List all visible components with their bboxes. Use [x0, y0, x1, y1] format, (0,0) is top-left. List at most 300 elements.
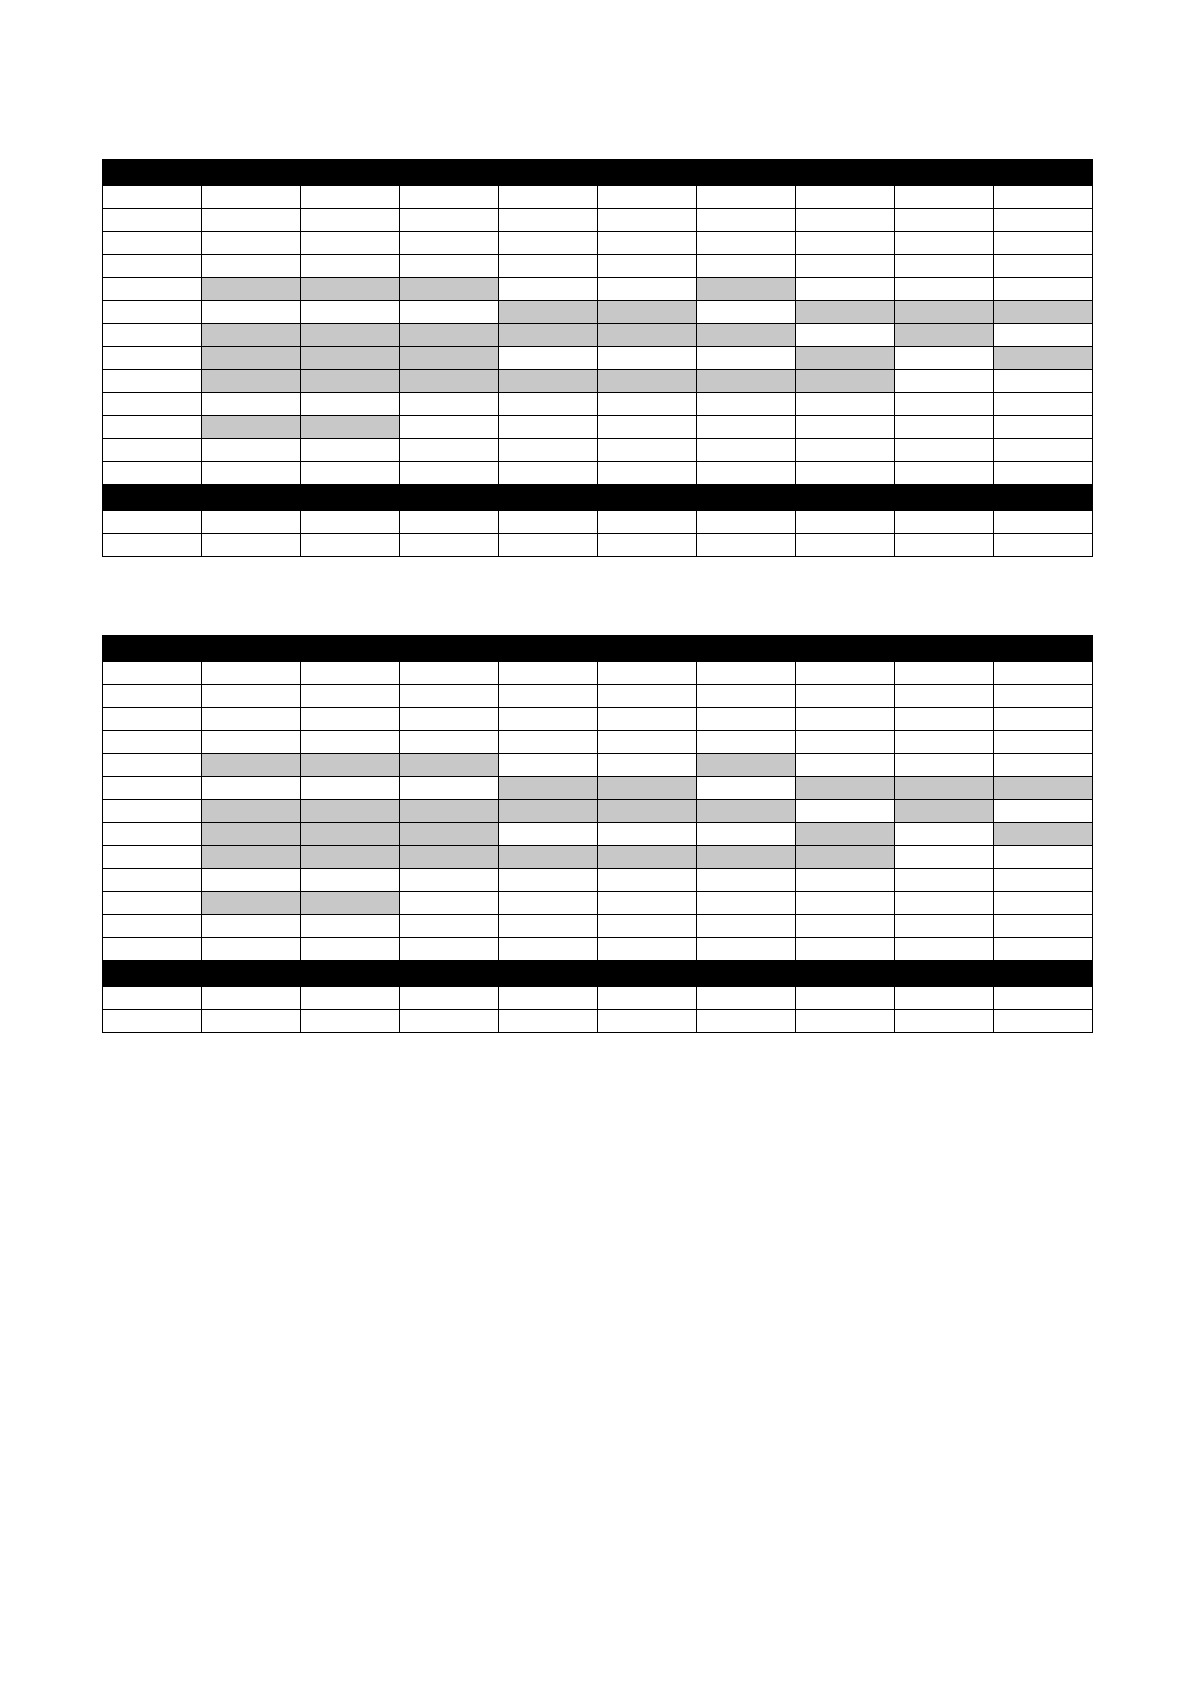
empty-cell — [994, 869, 1093, 892]
empty-cell — [301, 393, 400, 416]
empty-cell — [202, 209, 301, 232]
shaded-cell — [202, 892, 301, 915]
empty-cell — [895, 534, 994, 557]
empty-cell — [301, 708, 400, 731]
empty-cell — [499, 232, 598, 255]
empty-cell — [301, 186, 400, 209]
empty-cell — [697, 708, 796, 731]
empty-cell — [796, 186, 895, 209]
row-label-cell — [103, 938, 202, 961]
empty-cell — [499, 823, 598, 846]
shaded-cell — [598, 370, 697, 393]
shaded-cell — [598, 846, 697, 869]
empty-cell — [697, 777, 796, 800]
shaded-cell — [202, 800, 301, 823]
empty-cell — [301, 869, 400, 892]
row-label-cell — [103, 393, 202, 416]
empty-cell — [895, 232, 994, 255]
empty-cell — [400, 731, 499, 754]
row-label-cell — [103, 915, 202, 938]
row-label-cell — [103, 708, 202, 731]
empty-cell — [202, 232, 301, 255]
shaded-cell — [400, 370, 499, 393]
section-header-band-cell — [103, 961, 1093, 987]
shaded-cell — [400, 324, 499, 347]
shaded-cell — [796, 370, 895, 393]
empty-cell — [499, 347, 598, 370]
empty-cell — [895, 892, 994, 915]
empty-cell — [301, 534, 400, 557]
empty-cell — [202, 186, 301, 209]
shaded-cell — [301, 892, 400, 915]
shaded-cell — [499, 800, 598, 823]
empty-cell — [697, 938, 796, 961]
section-header-band — [103, 160, 1093, 186]
empty-cell — [598, 393, 697, 416]
shaded-cell — [400, 754, 499, 777]
empty-cell — [400, 777, 499, 800]
shaded-cell — [400, 347, 499, 370]
empty-cell — [796, 278, 895, 301]
grid-table-body — [103, 160, 1093, 557]
shaded-cell — [400, 823, 499, 846]
shaded-cell — [796, 347, 895, 370]
empty-cell — [994, 1010, 1093, 1033]
empty-cell — [895, 731, 994, 754]
empty-cell — [796, 255, 895, 278]
empty-cell — [499, 393, 598, 416]
empty-cell — [796, 754, 895, 777]
empty-cell — [697, 209, 796, 232]
row-label-cell — [103, 777, 202, 800]
shaded-cell — [895, 800, 994, 823]
empty-cell — [301, 1010, 400, 1033]
table-row — [103, 823, 1093, 846]
row-label-cell — [103, 255, 202, 278]
empty-cell — [202, 439, 301, 462]
table-row — [103, 209, 1093, 232]
empty-cell — [499, 869, 598, 892]
empty-cell — [796, 416, 895, 439]
empty-cell — [994, 255, 1093, 278]
table-row — [103, 754, 1093, 777]
table-row — [103, 255, 1093, 278]
row-label-cell — [103, 324, 202, 347]
empty-cell — [202, 869, 301, 892]
shaded-cell — [301, 370, 400, 393]
row-label-cell — [103, 347, 202, 370]
empty-cell — [994, 370, 1093, 393]
shaded-cell — [994, 777, 1093, 800]
empty-cell — [598, 987, 697, 1010]
shaded-cell — [598, 301, 697, 324]
empty-cell — [994, 662, 1093, 685]
empty-cell — [499, 708, 598, 731]
row-label-cell — [103, 278, 202, 301]
empty-cell — [895, 462, 994, 485]
shaded-cell — [202, 823, 301, 846]
shaded-cell — [202, 416, 301, 439]
empty-cell — [499, 731, 598, 754]
empty-cell — [994, 938, 1093, 961]
empty-cell — [499, 534, 598, 557]
shaded-cell — [202, 754, 301, 777]
empty-cell — [994, 800, 1093, 823]
section-header-band — [103, 485, 1093, 511]
empty-cell — [895, 987, 994, 1010]
empty-cell — [598, 186, 697, 209]
empty-cell — [400, 534, 499, 557]
empty-cell — [796, 892, 895, 915]
table-row — [103, 439, 1093, 462]
shaded-cell — [400, 846, 499, 869]
empty-cell — [994, 278, 1093, 301]
empty-cell — [301, 662, 400, 685]
table-row — [103, 511, 1093, 534]
grid-table-2 — [102, 635, 1093, 1033]
empty-cell — [994, 416, 1093, 439]
empty-cell — [796, 869, 895, 892]
empty-cell — [697, 869, 796, 892]
empty-cell — [202, 938, 301, 961]
grid-table-body — [103, 636, 1093, 1033]
table-row — [103, 915, 1093, 938]
empty-cell — [499, 685, 598, 708]
empty-cell — [895, 662, 994, 685]
shaded-cell — [202, 370, 301, 393]
empty-cell — [697, 439, 796, 462]
empty-cell — [796, 938, 895, 961]
table-row — [103, 708, 1093, 731]
empty-cell — [796, 439, 895, 462]
table-row — [103, 186, 1093, 209]
empty-cell — [895, 511, 994, 534]
empty-cell — [499, 662, 598, 685]
shaded-cell — [796, 777, 895, 800]
empty-cell — [400, 416, 499, 439]
empty-cell — [598, 278, 697, 301]
shaded-cell — [697, 324, 796, 347]
empty-cell — [400, 209, 499, 232]
row-label-cell — [103, 800, 202, 823]
empty-cell — [697, 462, 796, 485]
shaded-cell — [499, 301, 598, 324]
row-label-cell — [103, 209, 202, 232]
row-label-cell — [103, 370, 202, 393]
empty-cell — [895, 915, 994, 938]
empty-cell — [499, 278, 598, 301]
shaded-cell — [598, 777, 697, 800]
empty-cell — [895, 846, 994, 869]
shaded-cell — [202, 347, 301, 370]
empty-cell — [598, 915, 697, 938]
shaded-cell — [400, 800, 499, 823]
shaded-cell — [301, 754, 400, 777]
row-label-cell — [103, 869, 202, 892]
shaded-cell — [301, 846, 400, 869]
table-row — [103, 416, 1093, 439]
shaded-cell — [499, 324, 598, 347]
empty-cell — [301, 731, 400, 754]
table-row — [103, 301, 1093, 324]
shaded-cell — [301, 416, 400, 439]
shaded-cell — [499, 370, 598, 393]
empty-cell — [895, 823, 994, 846]
table-row — [103, 393, 1093, 416]
shaded-cell — [796, 301, 895, 324]
shaded-cell — [301, 823, 400, 846]
empty-cell — [895, 869, 994, 892]
empty-cell — [697, 823, 796, 846]
empty-cell — [400, 938, 499, 961]
empty-cell — [301, 685, 400, 708]
empty-cell — [301, 209, 400, 232]
empty-cell — [994, 846, 1093, 869]
empty-cell — [994, 731, 1093, 754]
empty-cell — [796, 800, 895, 823]
row-label-cell — [103, 232, 202, 255]
empty-cell — [202, 685, 301, 708]
empty-cell — [895, 370, 994, 393]
empty-cell — [400, 186, 499, 209]
empty-cell — [301, 915, 400, 938]
shaded-cell — [697, 278, 796, 301]
empty-cell — [400, 685, 499, 708]
empty-cell — [994, 915, 1093, 938]
shaded-cell — [499, 777, 598, 800]
shaded-cell — [301, 800, 400, 823]
row-label-cell — [103, 186, 202, 209]
empty-cell — [796, 987, 895, 1010]
empty-cell — [796, 393, 895, 416]
table-row — [103, 324, 1093, 347]
empty-cell — [301, 301, 400, 324]
empty-cell — [697, 416, 796, 439]
empty-cell — [499, 915, 598, 938]
empty-cell — [202, 915, 301, 938]
row-label-cell — [103, 731, 202, 754]
empty-cell — [400, 1010, 499, 1033]
empty-cell — [400, 393, 499, 416]
empty-cell — [598, 685, 697, 708]
empty-cell — [697, 662, 796, 685]
empty-cell — [697, 232, 796, 255]
row-label-cell — [103, 301, 202, 324]
empty-cell — [499, 1010, 598, 1033]
table-row — [103, 777, 1093, 800]
section-header-band — [103, 961, 1093, 987]
empty-cell — [499, 186, 598, 209]
empty-cell — [796, 708, 895, 731]
table-row — [103, 938, 1093, 961]
table-row — [103, 662, 1093, 685]
row-label-cell — [103, 685, 202, 708]
shaded-cell — [895, 777, 994, 800]
empty-cell — [697, 301, 796, 324]
table-row — [103, 987, 1093, 1010]
empty-cell — [994, 324, 1093, 347]
row-label-cell — [103, 846, 202, 869]
shaded-cell — [697, 800, 796, 823]
table-row — [103, 462, 1093, 485]
empty-cell — [598, 462, 697, 485]
empty-cell — [400, 439, 499, 462]
row-label-cell — [103, 511, 202, 534]
empty-cell — [895, 255, 994, 278]
empty-cell — [499, 938, 598, 961]
empty-cell — [697, 255, 796, 278]
empty-cell — [598, 347, 697, 370]
empty-cell — [796, 1010, 895, 1033]
empty-cell — [994, 754, 1093, 777]
empty-cell — [598, 416, 697, 439]
empty-cell — [697, 915, 796, 938]
empty-cell — [598, 1010, 697, 1033]
empty-cell — [301, 255, 400, 278]
table-row — [103, 685, 1093, 708]
table-row — [103, 731, 1093, 754]
empty-cell — [895, 209, 994, 232]
empty-cell — [697, 347, 796, 370]
empty-cell — [598, 708, 697, 731]
table-row — [103, 232, 1093, 255]
empty-cell — [400, 892, 499, 915]
empty-cell — [202, 708, 301, 731]
row-label-cell — [103, 823, 202, 846]
shaded-cell — [202, 846, 301, 869]
empty-cell — [895, 347, 994, 370]
empty-cell — [598, 534, 697, 557]
empty-cell — [202, 393, 301, 416]
empty-cell — [400, 662, 499, 685]
empty-cell — [499, 209, 598, 232]
empty-cell — [796, 731, 895, 754]
empty-cell — [697, 393, 796, 416]
empty-cell — [301, 987, 400, 1010]
shaded-cell — [598, 800, 697, 823]
section-header-band-cell — [103, 485, 1093, 511]
empty-cell — [994, 439, 1093, 462]
empty-cell — [598, 511, 697, 534]
table-row — [103, 534, 1093, 557]
empty-cell — [598, 869, 697, 892]
table-row — [103, 800, 1093, 823]
empty-cell — [994, 209, 1093, 232]
empty-cell — [400, 987, 499, 1010]
table-row — [103, 869, 1093, 892]
empty-cell — [202, 511, 301, 534]
empty-cell — [499, 511, 598, 534]
empty-cell — [400, 915, 499, 938]
empty-cell — [202, 662, 301, 685]
empty-cell — [697, 731, 796, 754]
shaded-cell — [598, 324, 697, 347]
shaded-cell — [994, 347, 1093, 370]
row-label-cell — [103, 462, 202, 485]
empty-cell — [202, 462, 301, 485]
shaded-cell — [697, 370, 796, 393]
section-header-band-cell — [103, 636, 1093, 662]
empty-cell — [598, 731, 697, 754]
empty-cell — [796, 511, 895, 534]
table-row — [103, 846, 1093, 869]
empty-cell — [598, 892, 697, 915]
empty-cell — [994, 685, 1093, 708]
shaded-cell — [895, 324, 994, 347]
section-header-band-cell — [103, 160, 1093, 186]
empty-cell — [895, 186, 994, 209]
table-row — [103, 370, 1093, 393]
empty-cell — [202, 1010, 301, 1033]
empty-cell — [400, 232, 499, 255]
empty-cell — [301, 462, 400, 485]
shaded-cell — [301, 347, 400, 370]
empty-cell — [895, 393, 994, 416]
empty-cell — [598, 754, 697, 777]
empty-cell — [499, 255, 598, 278]
row-label-cell — [103, 987, 202, 1010]
shaded-cell — [301, 278, 400, 301]
empty-cell — [400, 301, 499, 324]
empty-cell — [301, 938, 400, 961]
shaded-cell — [499, 846, 598, 869]
empty-cell — [499, 754, 598, 777]
empty-cell — [499, 416, 598, 439]
empty-cell — [994, 534, 1093, 557]
empty-cell — [697, 534, 796, 557]
empty-cell — [301, 777, 400, 800]
empty-cell — [499, 462, 598, 485]
empty-cell — [994, 708, 1093, 731]
empty-cell — [796, 685, 895, 708]
row-label-cell — [103, 754, 202, 777]
table-row — [103, 1010, 1093, 1033]
empty-cell — [796, 462, 895, 485]
empty-cell — [301, 511, 400, 534]
empty-cell — [697, 987, 796, 1010]
empty-cell — [202, 731, 301, 754]
empty-cell — [598, 232, 697, 255]
shaded-cell — [994, 823, 1093, 846]
empty-cell — [994, 462, 1093, 485]
empty-cell — [202, 534, 301, 557]
section-header-band — [103, 636, 1093, 662]
empty-cell — [994, 232, 1093, 255]
empty-cell — [895, 439, 994, 462]
empty-cell — [598, 255, 697, 278]
shaded-cell — [202, 278, 301, 301]
shaded-cell — [697, 754, 796, 777]
empty-cell — [202, 777, 301, 800]
row-label-cell — [103, 1010, 202, 1033]
empty-cell — [994, 511, 1093, 534]
empty-cell — [994, 987, 1093, 1010]
empty-cell — [598, 662, 697, 685]
empty-cell — [400, 869, 499, 892]
row-label-cell — [103, 439, 202, 462]
empty-cell — [400, 511, 499, 534]
empty-cell — [598, 823, 697, 846]
table-row — [103, 347, 1093, 370]
shaded-cell — [796, 846, 895, 869]
empty-cell — [301, 232, 400, 255]
shaded-cell — [895, 301, 994, 324]
shaded-cell — [697, 846, 796, 869]
empty-cell — [697, 186, 796, 209]
empty-cell — [202, 987, 301, 1010]
empty-cell — [697, 892, 796, 915]
empty-cell — [598, 938, 697, 961]
